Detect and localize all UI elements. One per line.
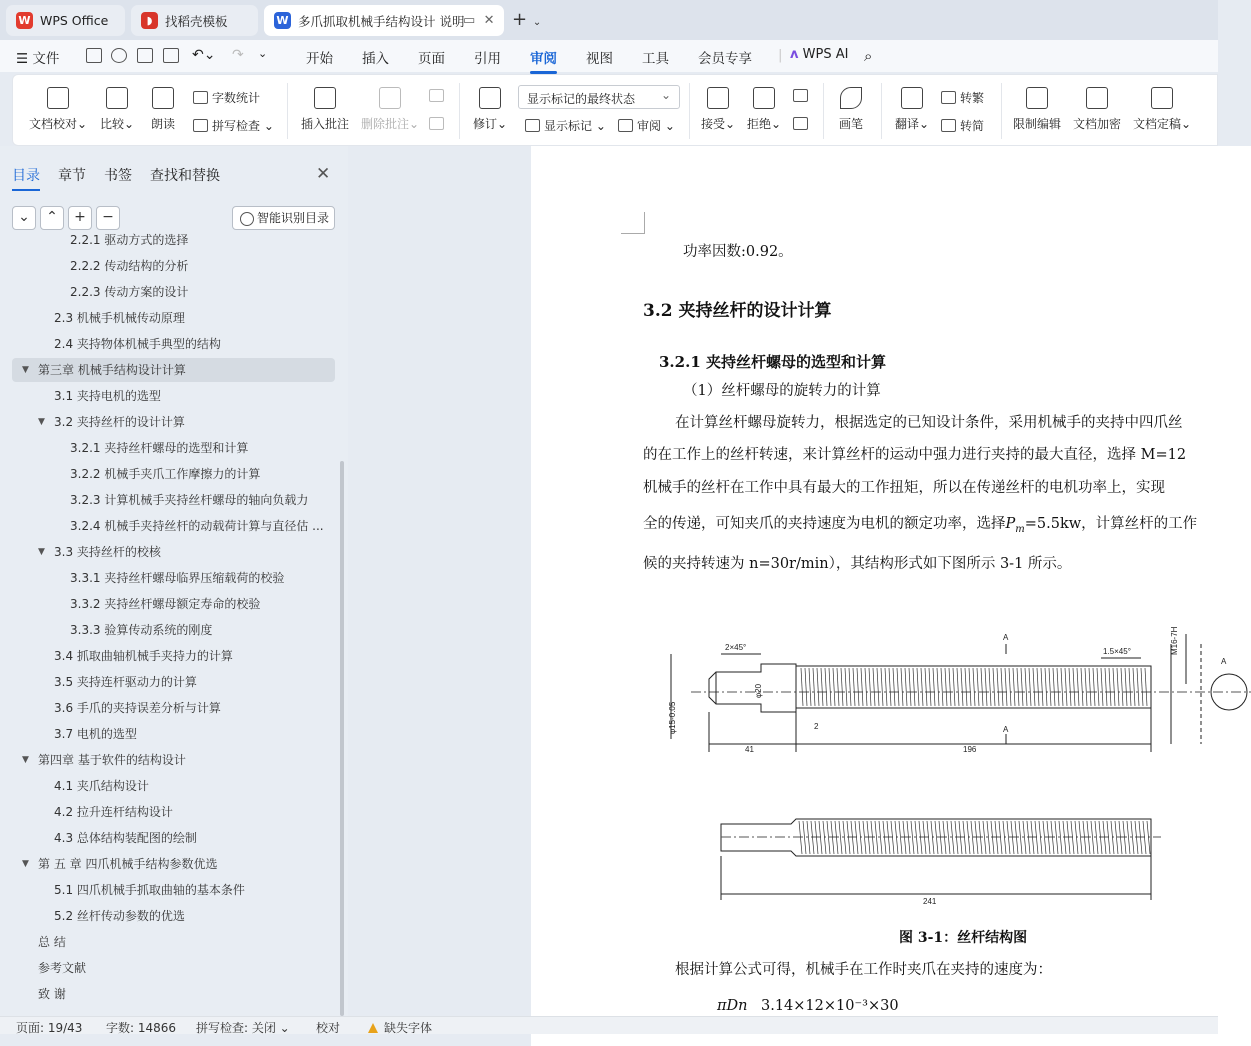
ribbon-divider xyxy=(287,83,288,139)
ribbon-divider xyxy=(459,83,460,139)
markup-state-dropdown[interactable]: 显示标记的最终状态 ⌄ xyxy=(518,85,680,109)
delete-comment-icon xyxy=(379,87,401,109)
lock-doc-icon xyxy=(1026,87,1048,109)
tab-current-document[interactable] xyxy=(264,5,504,36)
word-count-status[interactable]: 字数: 14866 xyxy=(106,1021,177,1035)
spell-check-status[interactable]: 拼写检查: 关闭 ⌄ xyxy=(196,1021,290,1035)
redo-icon[interactable]: ↷ xyxy=(232,47,244,63)
save-icon[interactable] xyxy=(86,48,102,63)
menu-start[interactable]: 开始 xyxy=(306,51,333,67)
expand-triangle-icon[interactable]: ▼ xyxy=(22,755,29,765)
expand-down-button[interactable] xyxy=(12,206,36,230)
file-menu[interactable]: ☰ 文件 xyxy=(16,51,60,67)
plus-icon: + xyxy=(74,209,86,225)
close-icon[interactable]: ✕ xyxy=(316,164,331,184)
expand-triangle-icon[interactable]: ▼ xyxy=(38,547,45,557)
next-comment-button[interactable] xyxy=(429,117,448,130)
tab-label: 多爪抓取机械手结构设计 说明 xyxy=(298,13,465,29)
remove-heading-button[interactable] xyxy=(96,206,120,230)
toc-item-label: 致 谢 xyxy=(38,987,66,1001)
toc-item-label: 3.2.1 夹持丝杆螺母的选型和计算 xyxy=(70,441,249,455)
chevron-down-icon[interactable]: ⌄ xyxy=(532,17,542,28)
tab-wps-office[interactable] xyxy=(6,5,125,36)
toc-item[interactable] xyxy=(12,358,335,382)
menu-bar xyxy=(0,40,1218,72)
title-tab-bar xyxy=(0,0,1218,40)
toc-item[interactable] xyxy=(12,618,335,642)
toc-item[interactable] xyxy=(12,592,335,616)
expand-triangle-icon[interactable]: ▼ xyxy=(22,365,29,375)
wps-ai-button[interactable]: ʌ WPS AI xyxy=(790,47,849,62)
tab-label: WPS Office xyxy=(40,13,109,28)
toc-item[interactable] xyxy=(12,410,335,434)
status-bar xyxy=(0,1016,1218,1034)
heading-3-2: 3.2 夹持丝杆的设计计算 xyxy=(643,301,832,321)
dimension-label: 41 xyxy=(745,745,754,754)
tab-docer-templates[interactable] xyxy=(131,5,258,36)
toc-item-label: 2.3 机械手机械传动原理 xyxy=(54,311,185,325)
toc-item-label: 第四章 基于软件的结构设计 xyxy=(38,753,186,767)
sidebar-tab-chapters[interactable]: 章节 xyxy=(58,168,86,184)
insert-comment-icon xyxy=(314,87,336,109)
dimension-label: 196 xyxy=(963,745,977,754)
heading-3-2-1: 3.2.1 夹持丝杆螺母的选型和计算 xyxy=(659,353,886,371)
ribbon-divider xyxy=(1001,83,1002,139)
chamfer-label: 1.5×45° xyxy=(1103,647,1131,656)
spell-check-icon xyxy=(193,119,208,132)
toc-item[interactable] xyxy=(12,722,335,746)
body-text-line: 根据计算公式可得，机械手在工作时夹爪在夹持的速度为： xyxy=(675,962,1052,978)
search-icon[interactable]: ⌕ xyxy=(864,47,873,65)
next-change-button[interactable] xyxy=(793,117,812,130)
prev-comment-button[interactable] xyxy=(429,89,448,102)
document-page xyxy=(531,146,1251,1046)
sidebar-tab-find-replace[interactable]: 查找和替换 xyxy=(150,168,220,184)
expand-triangle-icon[interactable]: ▼ xyxy=(22,859,29,869)
toc-item[interactable] xyxy=(12,540,335,564)
compare-icon xyxy=(106,87,128,109)
document-canvas xyxy=(349,146,1227,1016)
chevron-down-icon: ⌄ xyxy=(660,88,671,102)
figure-caption: 图 3-1：丝杆结构图 xyxy=(899,930,1028,946)
toc-item[interactable] xyxy=(12,670,335,694)
review-pane-button[interactable]: 审阅 ⌄ xyxy=(618,117,675,134)
toc-item[interactable] xyxy=(12,956,335,980)
spell-check-button[interactable]: 拼写检查 ⌄ xyxy=(193,117,274,134)
dimension-label: 2 xyxy=(814,722,819,731)
missing-font-status[interactable]: 缺失字体 xyxy=(368,1019,432,1036)
add-heading-button[interactable] xyxy=(68,206,92,230)
sidebar-tab-bookmarks[interactable]: 书签 xyxy=(104,168,132,184)
doc-proof-button[interactable]: 文档校对⌄ xyxy=(29,87,87,132)
toc-item-label: 参考文献 xyxy=(38,961,87,975)
margin-corner-mark xyxy=(621,212,645,234)
insert-comment-button[interactable]: 插入批注 xyxy=(301,87,349,132)
word-count-icon xyxy=(193,91,208,104)
wps-logo-icon: W xyxy=(16,12,33,29)
restrict-edit-button[interactable]: 限制编辑 xyxy=(1013,87,1061,132)
menu-membership[interactable]: 会员专享 xyxy=(698,51,752,67)
ribbon-divider xyxy=(689,83,690,139)
show-markup-icon xyxy=(525,119,540,132)
toc-item[interactable] xyxy=(12,228,335,252)
toc-item-label: 4.3 总体结构装配图的绘制 xyxy=(54,831,197,845)
toc-item-label: 3.5 夹持连杆驱动力的计算 xyxy=(54,675,197,689)
toc-item[interactable] xyxy=(12,384,335,408)
lead-screw-drawing xyxy=(661,624,1251,914)
toc-item-label: 5.1 四爪机械手抓取曲轴的基本条件 xyxy=(54,883,245,897)
finalize-doc-icon xyxy=(1151,87,1173,109)
toc-item-label: 3.1 夹持电机的选型 xyxy=(54,389,161,403)
close-tab-icon[interactable]: ✕ xyxy=(483,13,495,28)
docer-logo-icon: ◗ xyxy=(141,12,158,29)
sidebar-tab-toc[interactable]: 目录 xyxy=(12,165,40,185)
translate-button[interactable]: 翻译⌄ xyxy=(895,87,929,132)
toc-item[interactable] xyxy=(12,644,335,668)
word-count-button[interactable]: 字数统计 xyxy=(193,89,260,106)
diameter-label: φ20 xyxy=(754,683,763,698)
writer-doc-icon: W xyxy=(274,12,291,29)
subheading-1: （1）丝杆螺母的旋转力的计算 xyxy=(683,383,881,399)
toc-item[interactable] xyxy=(12,774,335,798)
toc-item-label: 4.1 夹爪结构设计 xyxy=(54,779,149,793)
prev-comment-icon xyxy=(429,89,444,102)
toc-item-label: 3.6 手爪的夹持误差分析与计算 xyxy=(54,701,221,715)
toc-item-label: 3.2 夹持丝杆的设计计算 xyxy=(54,415,185,429)
print-icon[interactable] xyxy=(137,48,153,63)
doc-proof-icon xyxy=(47,87,69,109)
toc-item[interactable] xyxy=(12,254,335,278)
toc-item-label: 第三章 机械手结构设计计算 xyxy=(38,363,186,377)
toc-item-label: 2.2.3 传动方案的设计 xyxy=(70,285,189,299)
menu-page[interactable]: 页面 xyxy=(418,51,445,67)
prev-change-icon xyxy=(793,89,808,102)
toc-item-label: 3.3 夹持丝杆的校核 xyxy=(54,545,161,559)
toc-item-label: 3.3.3 验算传动系统的刚度 xyxy=(70,623,213,637)
toc-item-label: 5.2 丝杆传动参数的优选 xyxy=(54,909,185,923)
minus-icon: − xyxy=(102,209,114,225)
wps-ai-icon: ʌ xyxy=(790,47,799,62)
reject-icon xyxy=(753,87,775,109)
monitor-icon[interactable]: ▭ xyxy=(463,13,476,28)
toc-item-label: 第 五 章 四爪机械手结构参数优选 xyxy=(38,857,218,871)
toc-item-label: 3.2.3 计算机械手夹持丝杆螺母的轴向负载力 xyxy=(70,493,309,507)
toc-item[interactable] xyxy=(12,280,335,304)
body-text-line: 机械手的丝杆在工作中具有最大的工作扭矩，所以在传递丝杆的电机功率上，实现 xyxy=(643,480,1165,496)
section-label: A xyxy=(1003,725,1009,734)
diameter-label: φ15-0.05 xyxy=(668,701,677,734)
body-text-line: 的在工作上的丝杆转速，来计算丝杆的运动中强力进行夹持的最大直径，选择 M=12 xyxy=(643,447,1187,463)
toc-item[interactable] xyxy=(12,566,335,590)
more-chevron-icon[interactable]: ⌄ xyxy=(258,47,268,60)
chamfer-label: 2×45° xyxy=(725,643,747,652)
accept-icon xyxy=(707,87,729,109)
toc-item[interactable] xyxy=(12,306,335,330)
proof-status[interactable]: 校对 xyxy=(316,1021,341,1035)
toc-item-label: 3.2.2 机械手夹爪工作摩擦力的计算 xyxy=(70,467,261,481)
warning-icon xyxy=(368,1023,378,1033)
toc-item[interactable] xyxy=(12,826,335,850)
smart-toc-button[interactable]: 智能识别目录 xyxy=(232,206,335,230)
thread-label: M16-7H xyxy=(1170,626,1179,655)
formula-numerator: πDn xyxy=(717,998,748,1014)
compare-button[interactable]: 比较⌄ xyxy=(100,87,134,132)
toc-item[interactable] xyxy=(12,930,335,954)
menu-view[interactable]: 视图 xyxy=(586,51,613,67)
read-aloud-button[interactable]: 朗读 xyxy=(151,87,175,132)
menu-review[interactable]: 审阅 xyxy=(530,47,557,67)
translate-icon xyxy=(901,87,923,109)
section-label: A xyxy=(1003,633,1009,642)
toc-item[interactable] xyxy=(12,904,335,928)
next-change-icon xyxy=(793,117,808,130)
review-ribbon xyxy=(12,74,1218,146)
encrypt-doc-icon xyxy=(1086,87,1108,109)
hamburger-icon: ☰ xyxy=(16,51,29,67)
read-aloud-icon xyxy=(152,87,174,109)
toc-item-label: 3.2.4 机械手夹持丝杆的动载荷计算与直径估 ... xyxy=(70,519,324,533)
section-label: A xyxy=(1221,657,1227,666)
share-icon[interactable] xyxy=(111,48,127,63)
track-changes-icon xyxy=(479,87,501,109)
ribbon-divider xyxy=(881,83,882,139)
body-text-line: 候的夹持转速为 n=30r/min），其结构形式如下图所示 3-1 所示。 xyxy=(643,556,1072,572)
next-comment-icon xyxy=(429,117,444,130)
toc-item[interactable] xyxy=(12,982,335,1006)
new-tab-button[interactable]: + ⌄ xyxy=(512,9,542,30)
body-text-line: 全的传递，可知夹爪的夹持速度为电机的额定功率，选择$P_m=5.5kw$，计算丝杆的工作 xyxy=(643,516,1198,535)
collapse-up-button[interactable] xyxy=(40,206,64,230)
menu-tools[interactable]: 工具 xyxy=(642,51,669,67)
toc-item-label: 3.7 电机的选型 xyxy=(54,727,137,741)
toc-item[interactable] xyxy=(12,332,335,356)
toc-item[interactable] xyxy=(12,696,335,720)
pen-button[interactable]: 画笔 xyxy=(839,87,863,132)
ribbon-divider xyxy=(823,83,824,139)
tab-label: 找稻壳模板 xyxy=(165,13,228,29)
delete-comment-button[interactable]: 删除批注⌄ xyxy=(361,87,419,132)
undo-icon[interactable]: ↶⌄ xyxy=(192,47,216,63)
accept-button[interactable]: 接受⌄ xyxy=(701,87,735,132)
toc-item-label: 总 结 xyxy=(38,935,66,949)
review-pane-icon xyxy=(618,119,633,132)
to-traditional-icon xyxy=(941,91,956,104)
toc-item[interactable] xyxy=(12,436,335,460)
print-preview-icon[interactable] xyxy=(163,48,179,63)
toc-item-label: 3.4 抓取曲轴机械手夹持力的计算 xyxy=(54,649,233,663)
toc-item[interactable] xyxy=(12,488,335,512)
toc-item-label: 3.3.2 夹持丝杆螺母额定寿命的校验 xyxy=(70,597,261,611)
toc-item[interactable] xyxy=(12,878,335,902)
body-text-line: 功率因数:0.92。 xyxy=(683,244,793,260)
toc-item[interactable] xyxy=(12,800,335,824)
to-traditional-button[interactable]: 转繁 xyxy=(941,89,984,106)
encrypt-doc-button[interactable]: 文档加密 xyxy=(1073,87,1121,132)
toc-item[interactable] xyxy=(12,852,335,876)
chevron-down-icon: ⌄ xyxy=(18,209,30,225)
toc-list xyxy=(12,233,335,1016)
page-indicator[interactable]: 页面: 19/43 xyxy=(16,1021,83,1035)
dimension-label: 241 xyxy=(923,897,937,906)
show-markup-button[interactable]: 显示标记 ⌄ xyxy=(525,117,606,134)
toc-item-label: 3.3.1 夹持丝杆螺母临界压缩载荷的校验 xyxy=(70,571,285,585)
to-simplified-icon xyxy=(941,119,956,132)
toc-item-label: 2.2.1 驱动方式的选择 xyxy=(70,233,189,247)
menu-insert[interactable]: 插入 xyxy=(362,51,389,67)
sidebar-scrollbar[interactable] xyxy=(340,461,344,1016)
to-simplified-button[interactable]: 转简 xyxy=(941,117,984,134)
toc-item-label: 2.4 夹持物体机械手典型的结构 xyxy=(54,337,221,351)
expand-triangle-icon[interactable]: ▼ xyxy=(38,417,45,427)
chevron-up-icon: ⌃ xyxy=(46,209,58,225)
body-text-line: 在计算丝杆螺母旋转力，根据选定的已知设计条件，采用机械手的夹持中四爪丝 xyxy=(675,415,1183,431)
pen-icon xyxy=(840,87,862,109)
finalize-doc-button[interactable]: 文档定稿⌄ xyxy=(1133,87,1191,132)
reject-button[interactable]: 拒绝⌄ xyxy=(747,87,781,132)
toc-item[interactable] xyxy=(12,462,335,486)
prev-change-button[interactable] xyxy=(793,89,812,102)
track-changes-button[interactable]: 修订⌄ xyxy=(473,87,507,132)
menu-divider: | xyxy=(778,47,783,63)
formula-value: 3.14×12×10⁻³×30 xyxy=(761,998,899,1014)
toc-item[interactable] xyxy=(12,748,335,772)
menu-reference[interactable]: 引用 xyxy=(474,51,501,67)
navigation-pane xyxy=(0,146,348,1016)
toc-item-label: 2.2.2 传动结构的分析 xyxy=(70,259,189,273)
toc-item-label: 4.2 拉升连杆结构设计 xyxy=(54,805,173,819)
toc-item[interactable] xyxy=(12,514,335,538)
